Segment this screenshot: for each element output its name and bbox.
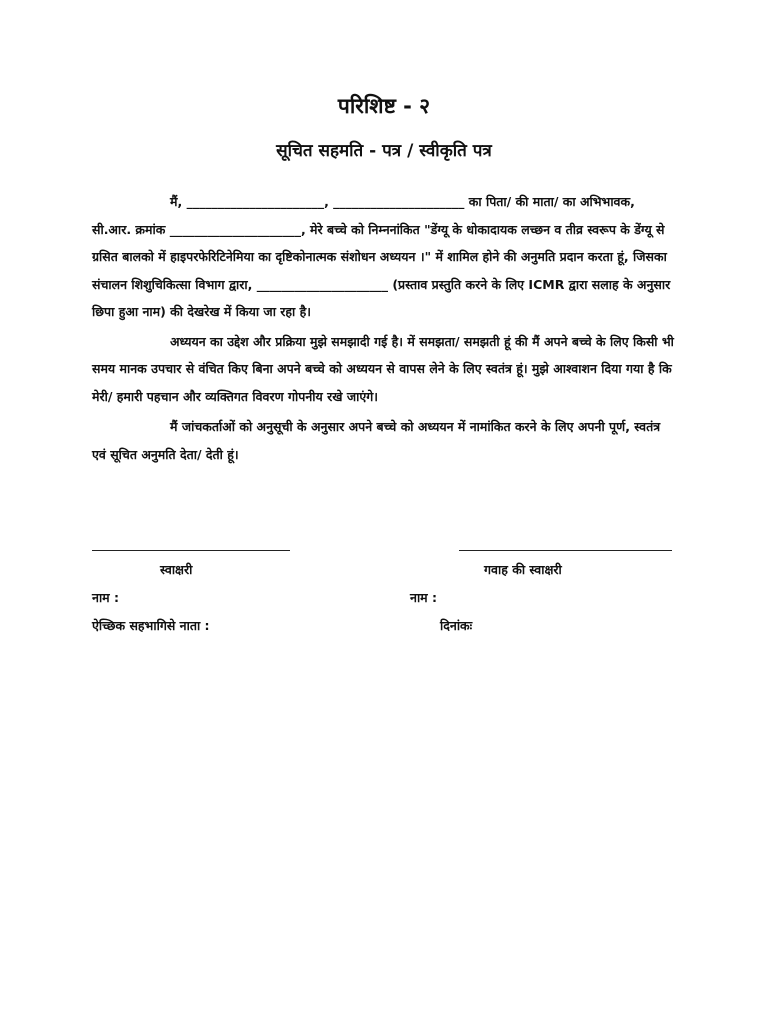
consent-paragraph-3: मैं जांचकर्ताओं को अनुसूची के अनुसार अपने बच्चे को अध्ययन में नामांकित करने के लिए अपनी पूर्ण, स्वतंत्र एवं सूचित अनुमति देता/ देती हूं। <box>92 419 661 462</box>
signature-line-right <box>459 550 672 551</box>
consent-paragraph-1: मैं, ______________________, _____________________ का पिता/ की माता/ का अभिभावक, सी.आर. क्रमांक _____________________, मेरे बच्चे को निम्ननांकित "डेंग्यू के धोकादायक लच्छन व तीव्र स्वरूप के डेंग्यू से ग्रसित बालको में हाइपरफेरिटिनेमिया का दृष्टिकोनात्मक संशोधन अध्ययन ।" में शामिल होने की अनुमति प्रदान करता हूं, जिसका संचालन शिशुचिकित्सा विभाग द्वारा, _____________________ (प्रस्ताव प्रस्तुति करने के लिए ICMR द्वारा सलाह के अनुसार छिपा हुआ नाम) की देखरेख में किया जा रहा है। <box>92 194 671 319</box>
relation-label: ऐच्छिक सहभागिसे नाता : <box>92 618 210 633</box>
form-title: सूचित सहमति - पत्र / स्वीकृति पत्र <box>276 141 492 161</box>
name-label-right: नाम : <box>410 590 438 605</box>
consent-paragraph-2: अध्ययन का उद्देश और प्रक्रिया मुझे समझादी गई है। में समझता/ समझती हूं की मैं अपने बच्चे के लिए किसी भी समय मानक उपचार से वंचित किए बिना अपने बच्चे को अध्ययन से वापस लेने के लिए स्वतंत्र हूं। मुझे आश्वाशन दिया गया है कि मेरी/ हमारी पहचान और व्यक्तिगत विवरण गोपनीय रखे जाएंगे। <box>92 333 674 404</box>
signature-line-left <box>92 550 290 551</box>
signature-label: स्वाक्षरी <box>160 562 193 577</box>
consent-body <box>92 188 677 468</box>
appendix-title: परिशिष्ट - २ <box>337 94 431 118</box>
date-label: दिनांकः <box>440 618 473 633</box>
witness-signature-label: गवाह की स्वाक्षरी <box>484 562 562 577</box>
name-label-left: नाम : <box>92 590 120 605</box>
